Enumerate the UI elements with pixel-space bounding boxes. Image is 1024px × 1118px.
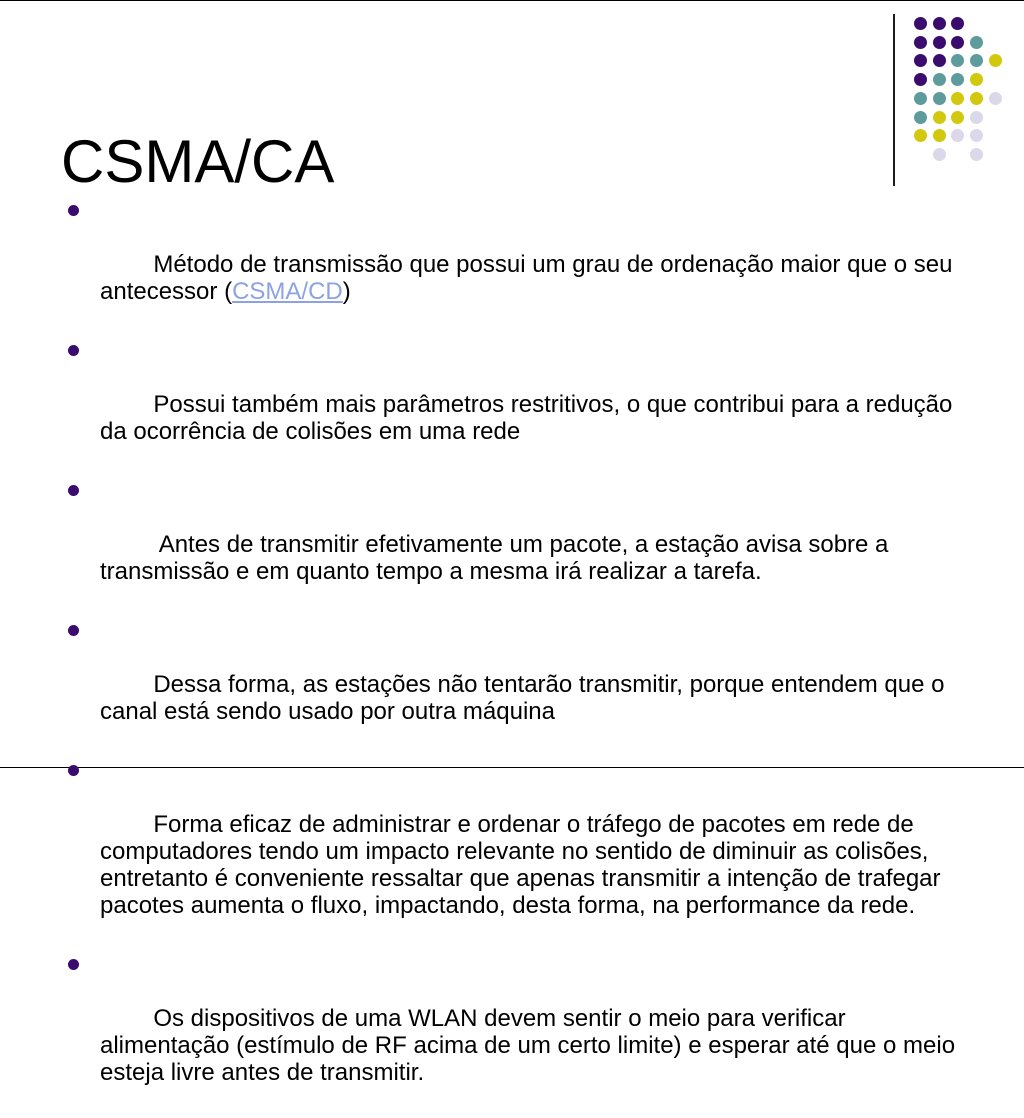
decoration-dot: [951, 111, 964, 124]
bullet-item: [66, 477, 960, 612]
bullet-item: [66, 757, 960, 946]
decoration-dot: [951, 92, 964, 105]
bullet-icon: [68, 625, 79, 636]
bullet-icon: [68, 765, 79, 776]
bullet-icon: [68, 205, 79, 216]
decoration-dot: [914, 92, 927, 105]
decoration-dot: [951, 129, 964, 142]
dot-pattern-decoration: [914, 17, 1014, 169]
decoration-dot: [951, 17, 964, 30]
decoration-dot: [951, 54, 964, 67]
bullet-item: [66, 617, 960, 752]
bullet-item: [66, 951, 960, 1113]
decoration-dot: [933, 36, 946, 49]
decoration-dot: [933, 92, 946, 105]
bullet-icon: [68, 345, 79, 356]
decoration-dot: [970, 54, 983, 67]
decoration-dot: [933, 148, 946, 161]
decoration-dot: [933, 17, 946, 30]
decoration-dot: [970, 111, 983, 124]
decoration-dot: [914, 17, 927, 30]
decoration-dot: [970, 73, 983, 86]
decoration-dot: [970, 129, 983, 142]
csma-cd-link[interactable]: CSMA/CD: [232, 278, 343, 305]
decoration-dot: [970, 36, 983, 49]
decoration-dot: [914, 73, 927, 86]
decoration-dot: [914, 111, 927, 124]
decoration-dot: [989, 92, 1002, 105]
vertical-line-decoration: [893, 14, 895, 186]
bullet-list: [66, 197, 960, 1113]
bullet-text: Forma eficaz de administrar e ordenar o tráfego de pacotes em rede de computadores tendo um impacto relevante no sentido de diminuir as colisões, entretanto é conveniente ressaltar que apenas transmitir a intenção de trafegar pacotes aumenta o fluxo, impactando, desta forma, na performance da rede.: [100, 811, 948, 919]
slide-body: [66, 197, 960, 1118]
bullet-item: [66, 197, 960, 332]
bullet-text: Dessa forma, as estações não tentarão transmitir, porque entendem que o canal está sendo usado por outra máquina: [100, 671, 952, 725]
bullet-text: [100, 251, 959, 305]
bullet-text: Os dispositivos de uma WLAN devem sentir o meio para verificar alimentação (estímulo de RF acima de um certo limite) e esperar até que o meio esteja livre antes de transmitir.: [100, 1005, 962, 1086]
bullet-text-suffix: ): [342, 278, 351, 305]
bullet-item: [66, 337, 960, 472]
bullet-text: Antes de transmitir efetivamente um pacote, a estação avisa sobre a transmissão e em quanto tempo a mesma irá realizar a tarefa.: [100, 531, 896, 585]
decoration-dot: [914, 36, 927, 49]
decoration-dot: [933, 111, 946, 124]
decoration-dot: [970, 92, 983, 105]
decoration-dot: [951, 36, 964, 49]
decoration-dot: [933, 54, 946, 67]
decoration-dot: [951, 73, 964, 86]
decoration-dot: [970, 148, 983, 161]
bullet-text: Possui também mais parâmetros restritivos, o que contribui para a redução da ocorrência de colisões em uma rede: [100, 391, 960, 445]
bullet-text-prefix: Método de transmissão que possui um grau de ordenação maior que o seu antecessor (: [100, 251, 960, 305]
decoration-dot: [914, 54, 927, 67]
decoration-dot: [989, 54, 1002, 67]
slide-title: CSMA/CA: [61, 128, 335, 196]
decoration-dot: [933, 73, 946, 86]
decoration-dot: [914, 129, 927, 142]
decoration-dot: [933, 129, 946, 142]
bullet-icon: [68, 959, 79, 970]
bullet-icon: [68, 485, 79, 496]
